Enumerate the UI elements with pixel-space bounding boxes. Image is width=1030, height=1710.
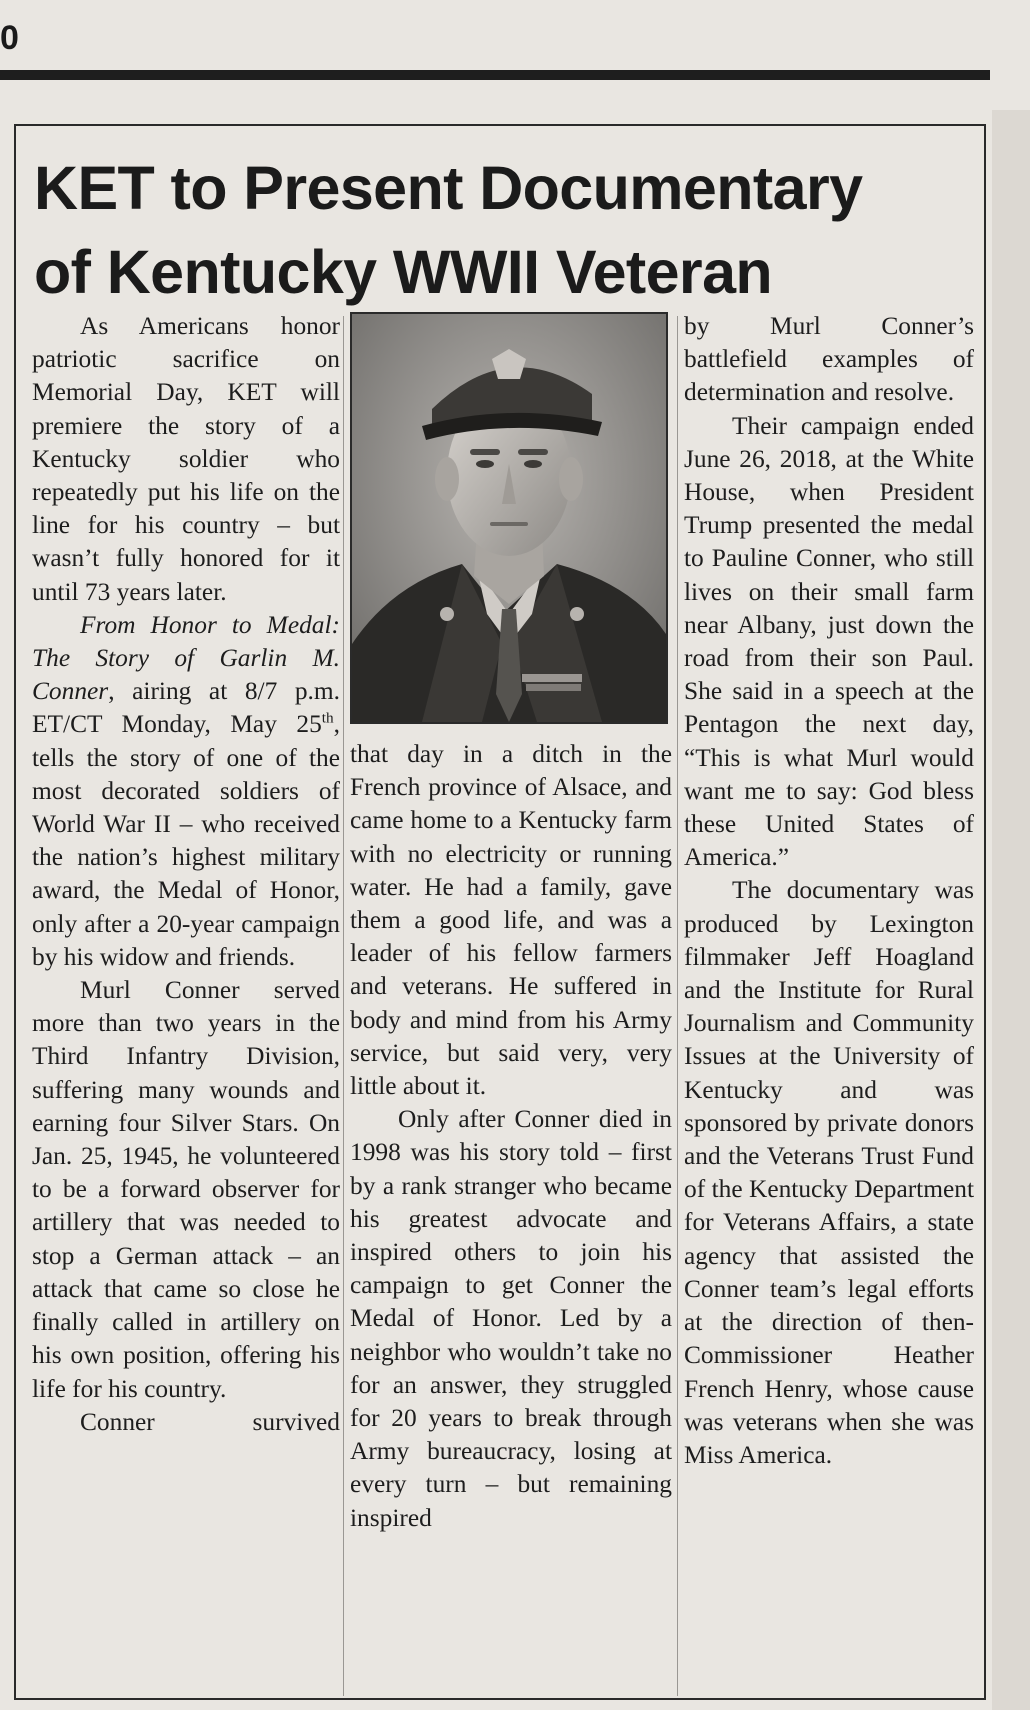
headline-line-1: KET to Present Documentary: [34, 154, 863, 222]
paragraph-airing: [32, 609, 340, 974]
airing-text-a: , airing at 8/7 p.m. ET/CT Monday, May 25: [32, 677, 340, 739]
portrait-photo: [350, 312, 668, 724]
article-box: [14, 124, 986, 1700]
documentary-title: From Honor to Medal: The Story of Garlin M. Conner: [32, 610, 340, 706]
airing-text-b: , tells the story of one of the most decorated soldiers of World War II – who received the nation’s highest military award, the Medal of Honor, only after a 20-year campaign by his widow and friends.: [32, 710, 340, 971]
date-suffix: th: [321, 709, 334, 727]
paragraph-survived: Conner survived: [80, 1407, 340, 1436]
column-1: [32, 310, 340, 1439]
column-2: [350, 738, 672, 1535]
adjacent-page-bleed: [992, 110, 1030, 1710]
column-rule-2: [677, 316, 678, 1696]
top-rule: [0, 70, 990, 80]
paragraph-white-house: Their campaign ended June 26, 2018, at the White House, when President Trump presented the medal to Pauline Conner, who still lives on their small farm near Albany, just down the road from their son Paul. She said in a speech at the Pentagon the next day, “This is what Murl would want me to say: God bless these United States of America.”: [684, 411, 974, 872]
headline-line-2: of Kentucky WWII Veteran: [34, 238, 773, 306]
headline: [34, 146, 974, 314]
paragraph-production: The documentary was produced by Lexington filmmaker Jeff Hoagland and the Institute for Rural Journalism and Community Issues at the University of Kentucky and was sponsored by private donors and the Veterans Trust Fund of the Kentucky Department for Veterans Affairs, a state agency that assisted the Conner team’s legal efforts at the direction of then-Commissioner Heather French Henry, whose cause was veterans when she was Miss America.: [684, 876, 974, 1469]
column-3: [684, 310, 974, 1472]
paragraph-intro: As Americans honor patriotic sacrifice on Memorial Day, KET will premiere the story of a Kentucky soldier who repeatedly put his life on the line for his country – but wasn’t fully honored for it until 73 years later.: [32, 312, 340, 606]
page-number: 0: [0, 19, 19, 57]
column-rule-1: [343, 316, 344, 1696]
paragraph-resolve: by Murl Conner’s battlefield examples of determination and resolve.: [684, 312, 974, 407]
paragraph-after-war: that day in a ditch in the French province of Alsace, and came home to a Kentucky farm with no electricity or running water. He had a family, gave them a good life, and was a leader of his fellow farmers and veterans. He suffered in body and mind from his Army service, but said very, very little about it.: [350, 740, 672, 1101]
paragraph-service: Murl Conner served more than two years in the Third Infantry Division, suffering many wounds and earning four Silver Stars. On Jan. 25, 1945, he volunteered to be a forward observer for artillery that was needed to stop a German attack – an attack that came so close he finally called in artillery on his own position, offering his life for his country.: [32, 976, 340, 1403]
portrait-illustration: [352, 314, 666, 722]
paragraph-campaign: Only after Conner died in 1998 was his story told – first by a rank stranger who became his greatest advocate and inspired others to join his campaign to get Conner the Medal of Honor. Led by a neighbor who wouldn’t take no for an answer, they struggled for 20 years to break through Army bureaucracy, losing at every turn – but remaining inspired: [350, 1105, 672, 1532]
